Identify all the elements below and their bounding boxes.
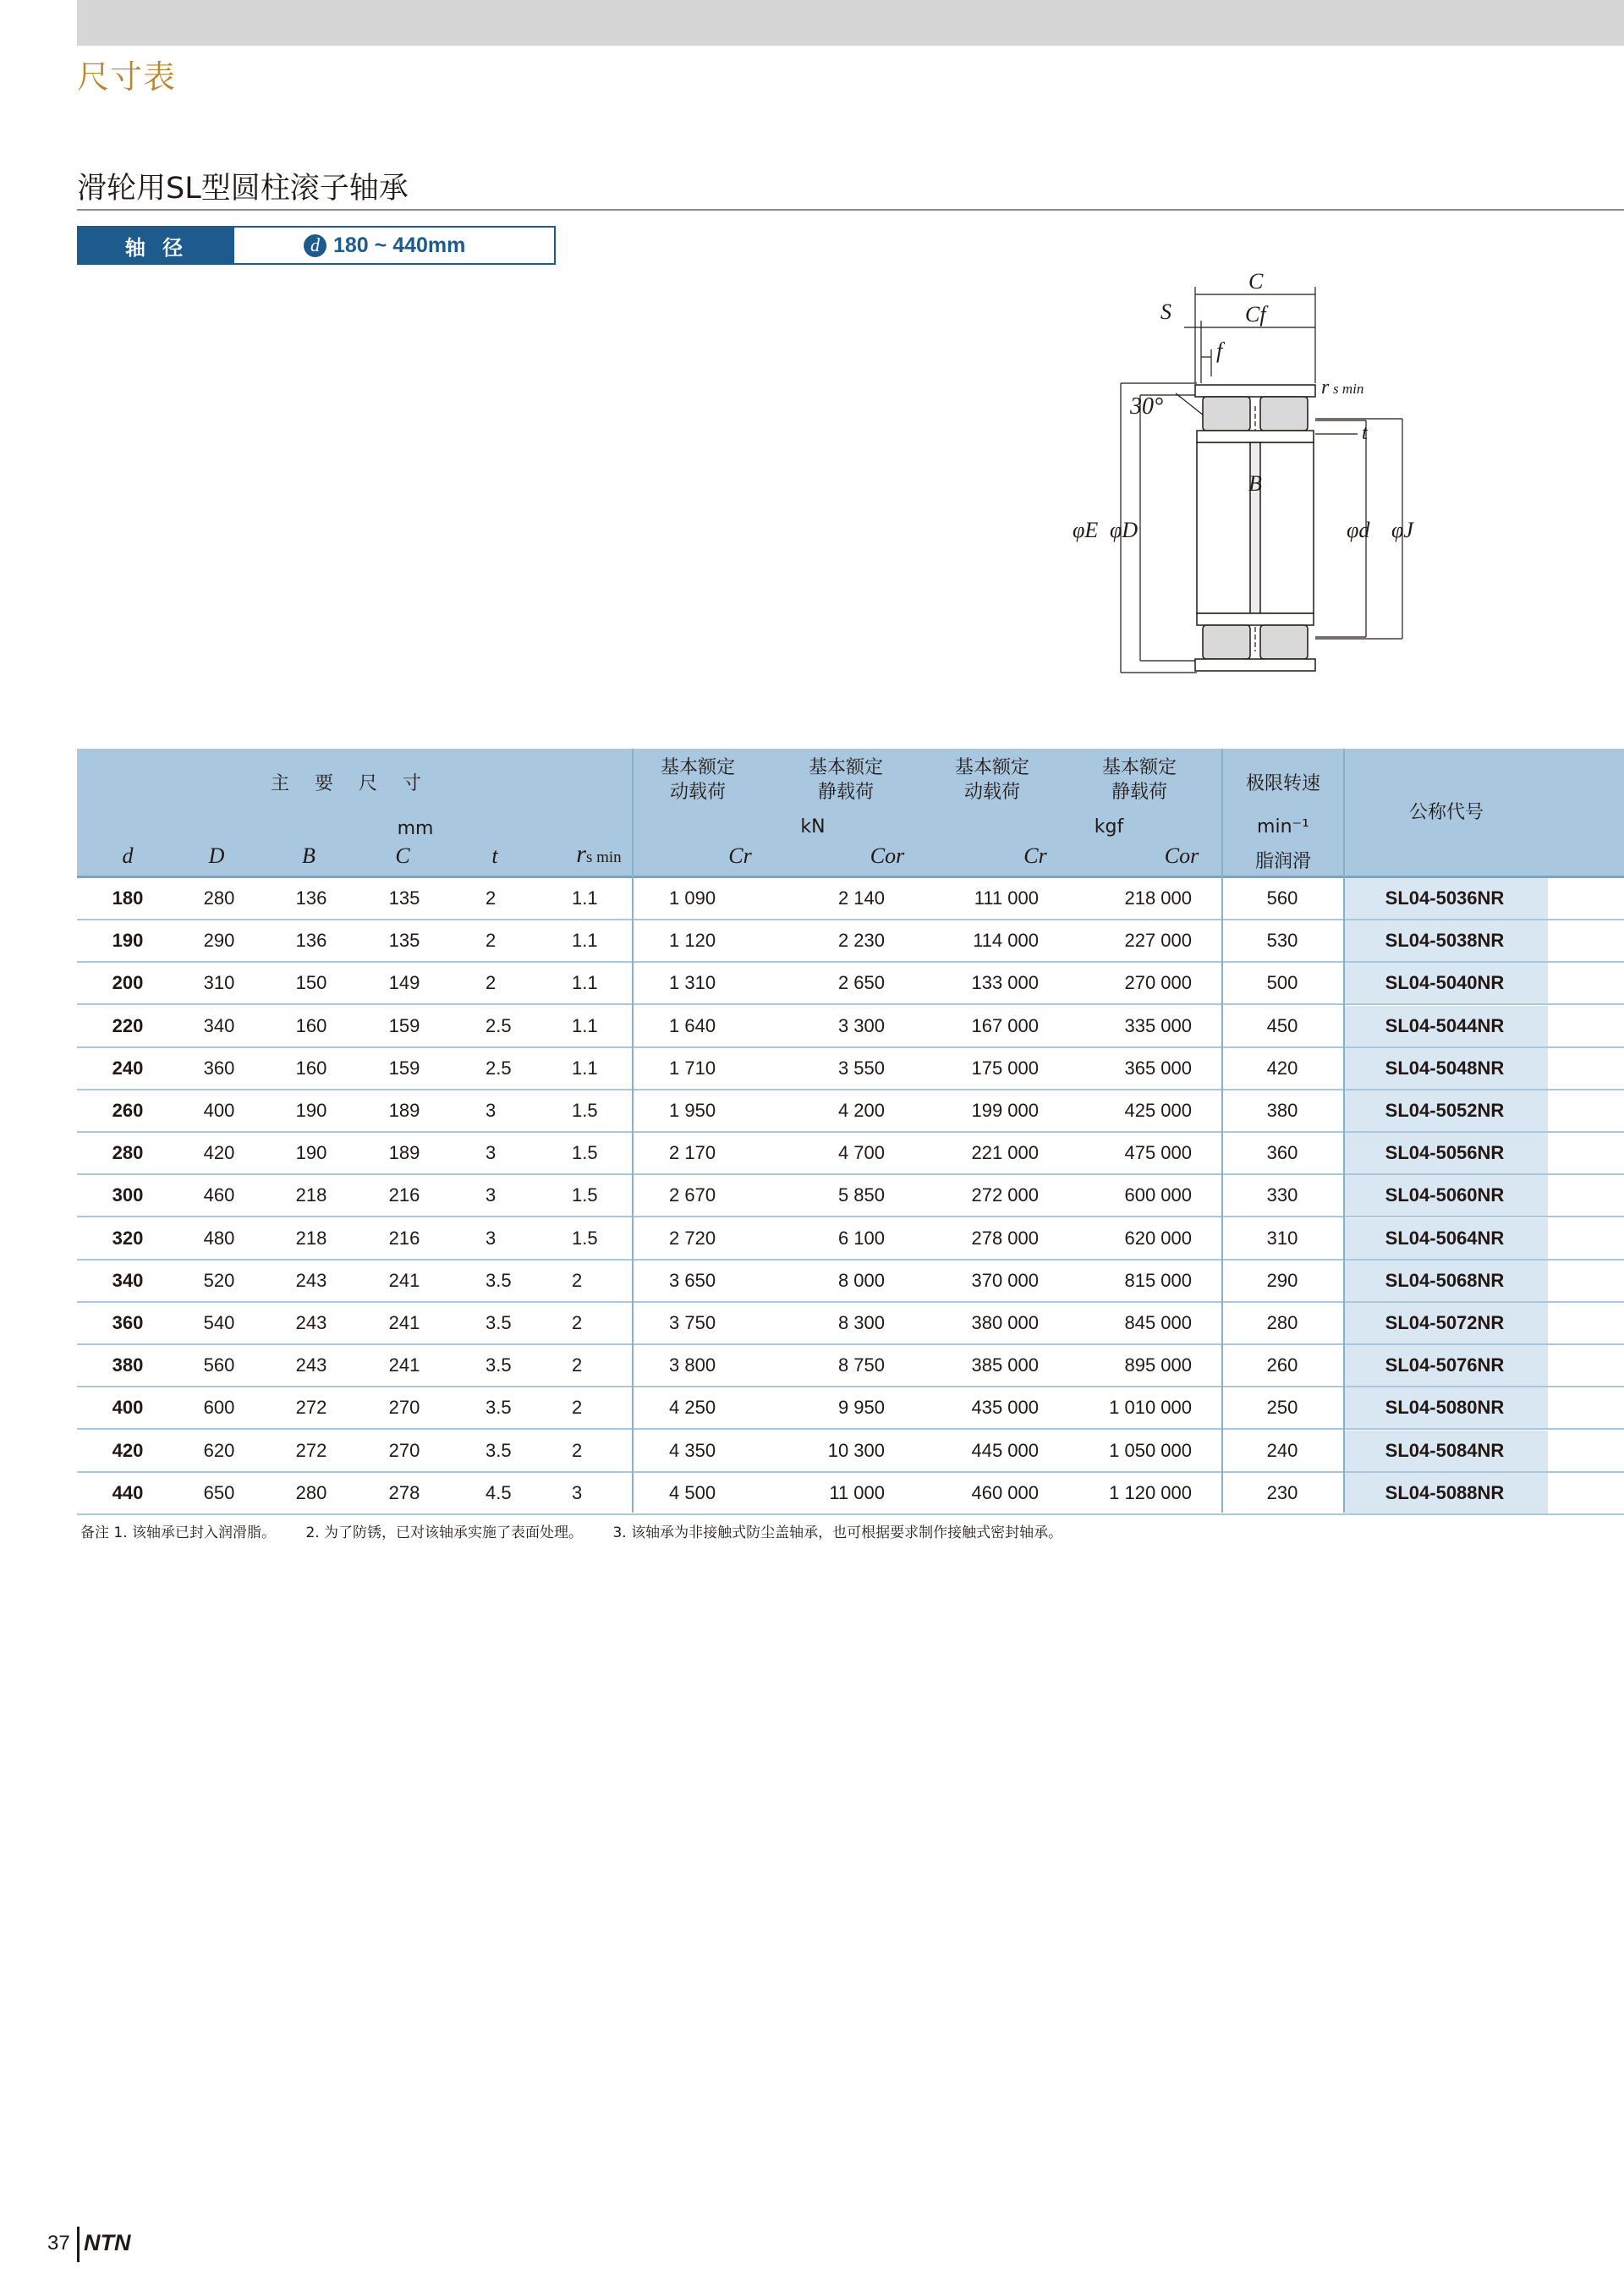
label-rs-sub: s min (1333, 381, 1364, 397)
table-cell: 380 000 (971, 1312, 1039, 1333)
table-cell: 560 (1266, 887, 1298, 909)
table-cell: 4.5 (486, 1481, 512, 1503)
note-3: 3. 该轴承为非接触式防尘盖轴承，也可根据要求制作接触式密封轴承。 (612, 1524, 1063, 1541)
table-cell: 420 (112, 1439, 144, 1461)
table-cell: 560 (203, 1354, 235, 1376)
footer-divider (77, 2227, 80, 2262)
label-D: φD (1110, 518, 1138, 542)
table-cell: 2 720 (669, 1227, 716, 1249)
table-cell: 260 (112, 1100, 144, 1121)
table-cell: 1 050 000 (1109, 1439, 1192, 1461)
label-t: t (1362, 422, 1368, 444)
table-cell: 845 000 (1124, 1312, 1192, 1333)
header-unit-kgf: kgf (1094, 816, 1124, 838)
header-sym-t: t (491, 843, 498, 868)
divider-code (1343, 749, 1345, 1513)
table-cell: 241 (388, 1269, 420, 1291)
table-cell: 2.5 (486, 1014, 512, 1036)
table-cell: 270 000 (1124, 972, 1192, 994)
table-cell: 149 (388, 972, 420, 994)
table-cell: 340 (203, 1014, 235, 1036)
table-cell: 2 (572, 1397, 583, 1419)
table-cell: 1.5 (572, 1184, 598, 1206)
header-cor-kgf: 基本额定 静载荷 (1101, 757, 1177, 803)
table-cell: 167 000 (971, 1014, 1039, 1036)
spec-table (77, 749, 1624, 1510)
table-cell: 2 (572, 1354, 583, 1376)
table-cell: 189 (388, 1142, 420, 1164)
table-cell: 216 (388, 1184, 420, 1206)
table-row (77, 1387, 1624, 1430)
table-cell: 250 (1266, 1397, 1298, 1419)
table-cell: 420 (1266, 1057, 1298, 1079)
table-cell: 180 (112, 887, 144, 909)
table-cell: 4 700 (837, 1142, 885, 1164)
label-f: f (1216, 338, 1223, 363)
table-cell: 150 (295, 972, 327, 994)
table-cell: 8 300 (837, 1312, 885, 1333)
table-cell: SL04-5064NR (1385, 1227, 1505, 1249)
label-rs: r (1321, 376, 1330, 398)
table-cell: 133 000 (971, 972, 1039, 994)
top-band (77, 0, 1624, 46)
table-cell: 2 (486, 930, 497, 952)
table-cell: 3.5 (486, 1312, 512, 1333)
table-cell: 460 (203, 1184, 235, 1206)
bearing-diagram (1057, 269, 1413, 685)
table-cell: 189 (388, 1100, 420, 1121)
page-number: 37 (47, 2232, 70, 2255)
table-cell: 227 000 (1124, 930, 1192, 952)
table-cell: 243 (295, 1312, 327, 1333)
table-cell: 450 (1266, 1014, 1298, 1036)
header-sym-C: C (395, 843, 410, 868)
table-cell: 1 120 (669, 930, 716, 952)
table-cell: 1 710 (669, 1057, 716, 1079)
table-cell: 8 750 (837, 1354, 885, 1376)
table-cell: 4 250 (669, 1397, 716, 1419)
table-row (77, 878, 1624, 920)
header-speed: 极限转速 (1245, 773, 1320, 794)
table-cell: 600 (203, 1397, 235, 1419)
table-cell: 2 670 (669, 1184, 716, 1206)
table-cell: 136 (295, 930, 327, 952)
label-angle: 30° (1130, 393, 1164, 420)
table-cell: 380 (1266, 1100, 1298, 1121)
table-cell: 1.5 (572, 1142, 598, 1164)
table-cell: 300 (112, 1184, 144, 1206)
header-sym-cor2: Cor (1164, 843, 1199, 868)
table-cell: 440 (112, 1481, 144, 1503)
header-speed-grease: 脂润滑 (1254, 851, 1311, 872)
table-row (77, 1175, 1624, 1217)
table-cell: 272 000 (971, 1184, 1039, 1206)
table-cell: 1 120 000 (1109, 1481, 1192, 1503)
table-cell: SL04-5048NR (1385, 1057, 1505, 1079)
table-cell: 290 (203, 930, 235, 952)
header-unit-kn: kN (800, 816, 826, 838)
header-sym-B: B (302, 843, 315, 868)
table-cell: 136 (295, 887, 327, 909)
heading-rule (77, 209, 1624, 211)
table-cell: 230 (1266, 1481, 1298, 1503)
table-row (77, 1303, 1624, 1345)
table-cell: 216 (388, 1227, 420, 1249)
table-cell: 370 000 (971, 1269, 1039, 1291)
label-d: φd (1347, 518, 1370, 542)
table-cell: 243 (295, 1269, 327, 1291)
table-cell: 3 (486, 1227, 497, 1249)
table-cell: 895 000 (1124, 1354, 1192, 1376)
table-cell: 1.1 (572, 930, 598, 952)
table-cell: 540 (203, 1312, 235, 1333)
table-cell: 360 (112, 1312, 144, 1333)
table-cell: 3 750 (669, 1312, 716, 1333)
table-cell: 1.1 (572, 887, 598, 909)
table-cell: 420 (203, 1142, 235, 1164)
table-cell: 278 000 (971, 1227, 1039, 1249)
table-cell: 9 950 (837, 1397, 885, 1419)
table-cell: 1 950 (669, 1100, 716, 1121)
table-cell: 310 (203, 972, 235, 994)
table-row (77, 1218, 1624, 1261)
table-cell: 240 (112, 1057, 144, 1079)
table-cell: 330 (1266, 1184, 1298, 1206)
table-cell: SL04-5038NR (1385, 930, 1505, 952)
shaft-range (234, 228, 554, 263)
table-cell: 218 (295, 1184, 327, 1206)
table-cell: 3 (486, 1100, 497, 1121)
page-heading: 滑轮用SL型圆柱滚子轴承 (77, 172, 409, 206)
ntn-logo: NTN (84, 2230, 131, 2255)
table-cell: 435 000 (971, 1397, 1039, 1419)
table-cell: 480 (203, 1227, 235, 1249)
table-cell: 380 (112, 1354, 144, 1376)
table-row (77, 1048, 1624, 1090)
table-cell: 1 640 (669, 1014, 716, 1036)
table-cell: 400 (112, 1397, 144, 1419)
table-cell: 600 000 (1124, 1184, 1192, 1206)
table-cell: 270 (388, 1439, 420, 1461)
header-cr-kn: 基本额定 动载荷 (660, 757, 735, 803)
table-row (77, 920, 1624, 963)
header-sym-rs-r: r (576, 840, 586, 868)
table-cell: 650 (203, 1481, 235, 1503)
note-1: 备注 1. 该轴承已封入润滑脂。 (80, 1524, 277, 1541)
label-Cf: Cf (1245, 302, 1266, 327)
divider-speed (1221, 749, 1223, 1513)
header-main-dimensions: 主 要 尺 寸 (270, 773, 425, 794)
table-cell: 190 (295, 1142, 327, 1164)
table-cell: 241 (388, 1312, 420, 1333)
table-cell: 241 (388, 1354, 420, 1376)
table-cell: 3.5 (486, 1439, 512, 1461)
table-cell: 3 (486, 1142, 497, 1164)
table-cell: 2 140 (837, 887, 885, 909)
table-cell: 4 350 (669, 1439, 716, 1461)
table-cell: 340 (112, 1269, 144, 1291)
table-cell: 815 000 (1124, 1269, 1192, 1291)
table-cell: 290 (1266, 1269, 1298, 1291)
table-cell: SL04-5068NR (1385, 1269, 1505, 1291)
table-cell: 3.5 (486, 1397, 512, 1419)
header-code: 公称代号 (1408, 802, 1484, 823)
header-unit-mm: mm (397, 818, 434, 839)
header-sym-cor1: Cor (870, 843, 905, 868)
table-cell: 111 000 (974, 887, 1039, 909)
table-cell: 280 (112, 1142, 144, 1164)
table-cell: 2 650 (837, 972, 885, 994)
table-cell: 114 000 (973, 930, 1039, 952)
table-cell: 445 000 (971, 1439, 1039, 1461)
table-cell: 1.5 (572, 1100, 598, 1121)
table-cell: 220 (112, 1014, 144, 1036)
label-C: C (1248, 269, 1264, 294)
table-row (77, 1090, 1624, 1133)
table-cell: 3 800 (669, 1354, 716, 1376)
table-notes (80, 1520, 1088, 1541)
table-cell: SL04-5084NR (1385, 1439, 1505, 1461)
table-cell: SL04-5052NR (1385, 1100, 1505, 1121)
table-header (77, 749, 1624, 876)
table-cell: 3 (572, 1481, 583, 1503)
table-cell: 190 (112, 930, 144, 952)
table-cell: 335 000 (1124, 1014, 1192, 1036)
table-cell: SL04-5036NR (1385, 887, 1505, 909)
table-cell: 2 230 (837, 930, 885, 952)
table-cell: 199 000 (971, 1100, 1039, 1121)
table-cell: 310 (1266, 1227, 1298, 1249)
table-cell: 3.5 (486, 1354, 512, 1376)
table-row (77, 1133, 1624, 1175)
table-row (77, 1431, 1624, 1473)
table-cell: 11 000 (829, 1481, 885, 1503)
table-cell: SL04-5088NR (1385, 1481, 1505, 1503)
table-cell: 360 (1266, 1142, 1298, 1164)
table-cell: SL04-5056NR (1385, 1142, 1505, 1164)
table-cell: 475 000 (1124, 1142, 1192, 1164)
table-cell: SL04-5040NR (1385, 972, 1505, 994)
table-cell: 3 (486, 1184, 497, 1206)
table-row (77, 963, 1624, 1005)
table-cell: 3 550 (837, 1057, 885, 1079)
label-E: φE (1073, 518, 1099, 542)
table-cell: 1.5 (572, 1227, 598, 1249)
table-cell: 2.5 (486, 1057, 512, 1079)
table-cell: 3 650 (669, 1269, 716, 1291)
table-cell: 1.1 (572, 1014, 598, 1036)
table-cell: 10 300 (827, 1439, 885, 1461)
table-cell: 278 (388, 1481, 420, 1503)
table-cell: 135 (388, 930, 420, 952)
table-cell: 190 (295, 1100, 327, 1121)
table-cell: 1.1 (572, 1057, 598, 1079)
table-cell: 260 (1266, 1354, 1298, 1376)
shaft-label: 轴 径 (79, 228, 234, 263)
table-cell: 4 500 (669, 1481, 716, 1503)
table-cell: 385 000 (971, 1354, 1039, 1376)
table-cell: 159 (388, 1057, 420, 1079)
table-cell: 160 (295, 1014, 327, 1036)
table-cell: 400 (203, 1100, 235, 1121)
header-cor-kn: 基本额定 静载荷 (808, 757, 883, 803)
table-cell: SL04-5060NR (1385, 1184, 1505, 1206)
table-cell: 3 300 (837, 1014, 885, 1036)
header-sym-cr1: Cr (728, 843, 752, 868)
divider-dims (632, 749, 634, 1513)
table-cell: 272 (295, 1397, 327, 1419)
table-cell: 2 170 (669, 1142, 716, 1164)
table-cell: 1 310 (669, 972, 716, 994)
table-cell: 221 000 (971, 1142, 1039, 1164)
table-cell: 2 (486, 972, 497, 994)
table-cell: SL04-5072NR (1385, 1312, 1505, 1333)
table-row (77, 1261, 1624, 1303)
table-cell: 2 (486, 887, 497, 909)
table-cell: 5 850 (837, 1184, 885, 1206)
table-cell: 365 000 (1124, 1057, 1192, 1079)
table-cell: 243 (295, 1354, 327, 1376)
table-cell: 620 000 (1124, 1227, 1192, 1249)
table-cell: 1 090 (669, 887, 716, 909)
shaft-range-box (77, 226, 556, 265)
table-cell: 2 (572, 1312, 583, 1333)
header-sym-D: D (208, 843, 225, 868)
label-J: φJ (1391, 518, 1413, 542)
table-cell: 2 (572, 1439, 583, 1461)
table-cell: 218 (295, 1227, 327, 1249)
label-B: B (1248, 471, 1262, 496)
table-cell: 3.5 (486, 1269, 512, 1291)
table-row (77, 1473, 1624, 1515)
table-cell: 175 000 (971, 1057, 1039, 1079)
table-cell: 360 (203, 1057, 235, 1079)
table-cell: 520 (203, 1269, 235, 1291)
table-row (77, 1345, 1624, 1387)
header-sym-d: d (122, 843, 134, 868)
table-cell: 2 (572, 1269, 583, 1291)
table-cell: 620 (203, 1439, 235, 1461)
table-cell: 460 000 (971, 1481, 1039, 1503)
table-cell: 6 100 (837, 1227, 885, 1249)
table-cell: SL04-5076NR (1385, 1354, 1505, 1376)
table-cell: 280 (203, 887, 235, 909)
table-cell: 4 200 (837, 1100, 885, 1121)
table-cell: 200 (112, 972, 144, 994)
table-cell: 530 (1266, 930, 1298, 952)
shaft-range-value: 180 ~ 440mm (333, 233, 466, 257)
table-cell: 240 (1266, 1439, 1298, 1461)
table-row (77, 1006, 1624, 1048)
table-cell: 8 000 (837, 1269, 885, 1291)
table-cell: 272 (295, 1439, 327, 1461)
header-cr-kgf: 基本额定 动载荷 (954, 757, 1029, 803)
header-sym-rs-sub: s min (585, 849, 622, 866)
note-2: 2. 为了防锈，已对该轴承实施了表面处理。 (305, 1524, 584, 1541)
table-cell: 280 (1266, 1312, 1298, 1333)
table-cell: 160 (295, 1057, 327, 1079)
table-cell: SL04-5044NR (1385, 1014, 1505, 1036)
table-cell: 218 000 (1124, 887, 1192, 909)
table-cell: 280 (295, 1481, 327, 1503)
table-cell: 135 (388, 887, 420, 909)
table-cell: 320 (112, 1227, 144, 1249)
header-unit-speed: min⁻¹ (1257, 816, 1309, 838)
d-symbol-icon: d (304, 234, 326, 257)
table-cell: 159 (388, 1014, 420, 1036)
table-cell: 425 000 (1124, 1100, 1192, 1121)
table-cell: 1 010 000 (1109, 1397, 1192, 1419)
label-S: S (1160, 299, 1171, 324)
table-cell: 270 (388, 1397, 420, 1419)
section-title: 尺寸表 (77, 58, 177, 96)
table-cell: 500 (1266, 972, 1298, 994)
header-sym-cr2: Cr (1023, 843, 1047, 868)
table-cell: SL04-5080NR (1385, 1397, 1505, 1419)
table-cell: 1.1 (572, 972, 598, 994)
